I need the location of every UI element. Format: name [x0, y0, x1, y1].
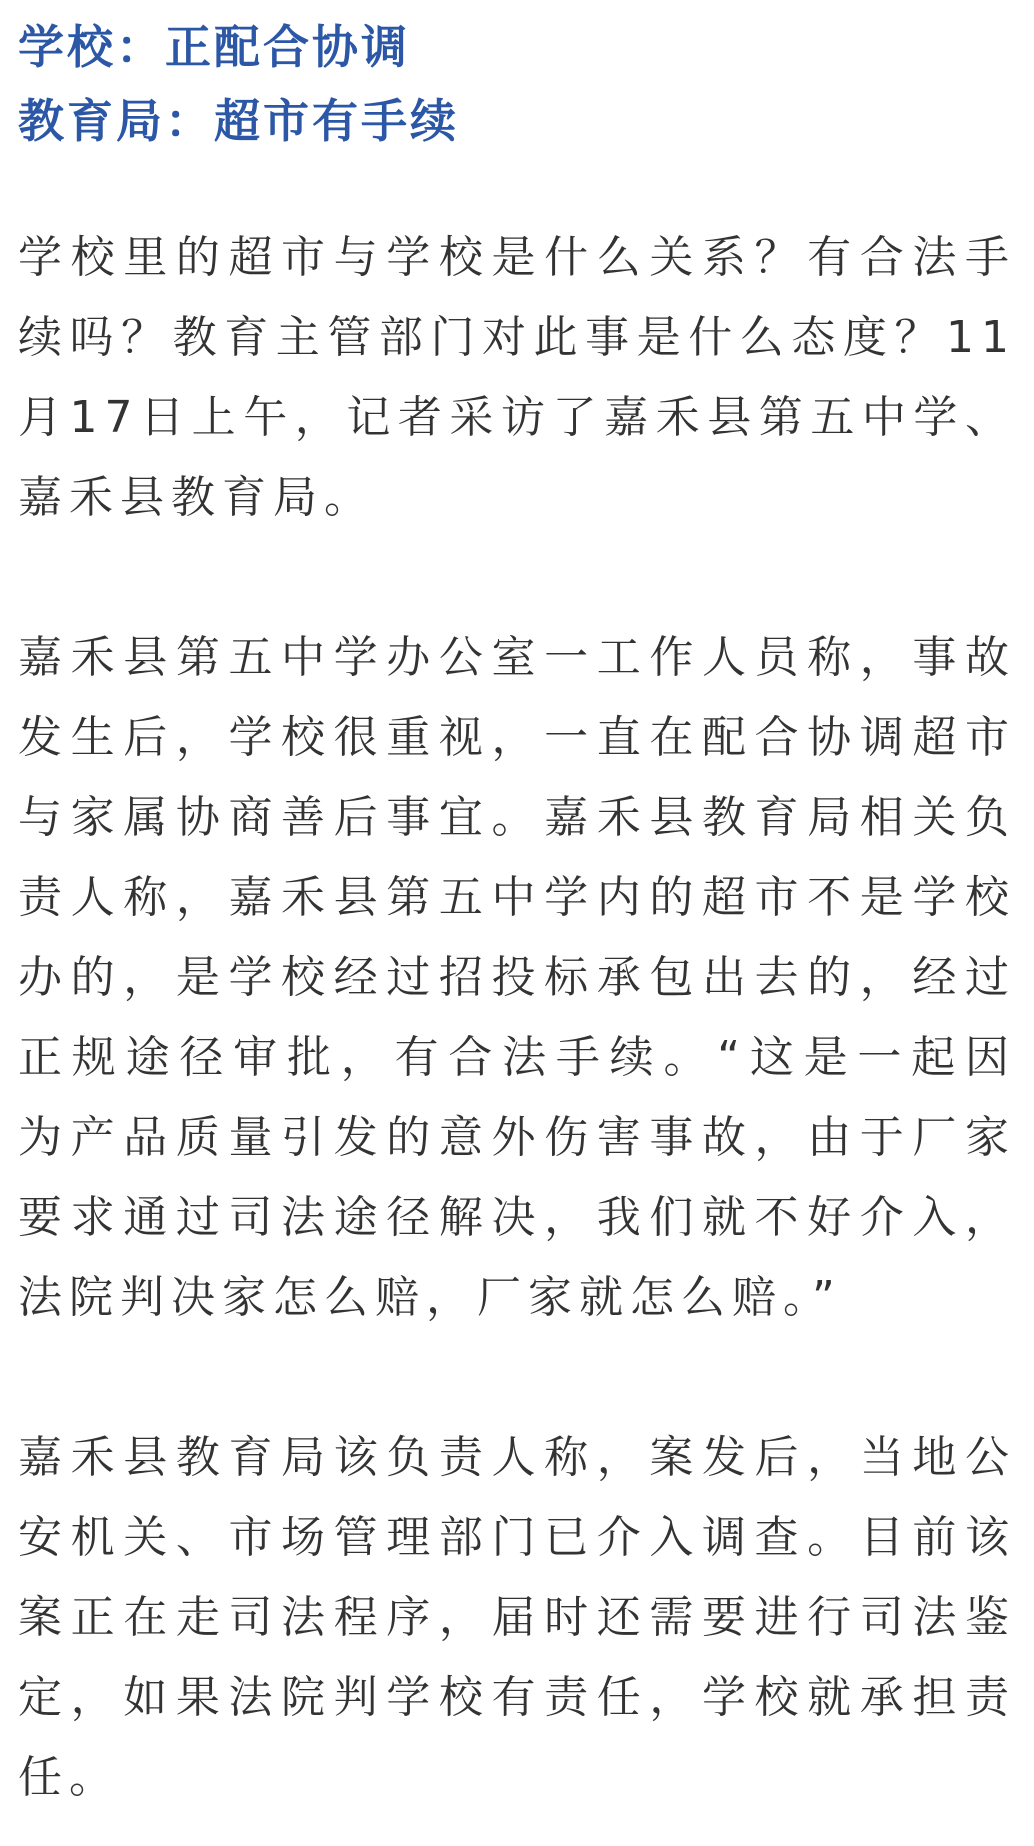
section-headings [18, 10, 1016, 158]
paragraph-school-response: 嘉禾县第五中学办公室一工作人员称，事故发生后，学校很重视，一直在配合协调超市与家属协商善后事宜。嘉禾县教育局相关负责人称，嘉禾县第五中学内的超市不是学校办的，是学校经过招投标承包出去的，经过正规途径审批，有合法手续。“这是一起因为产品质量引发的意外伤害事故，由于厂家要求通过司法途径解决，我们就不好介入，法院判决家怎么赔，厂家就怎么赔。” [18, 632, 1016, 1323]
subheading-school: 学校：正配合协调 [18, 20, 410, 74]
paragraph-intro: 学校里的超市与学校是什么关系？有合法手续吗？教育主管部门对此事是什么态度？11月17日上午，记者采访了嘉禾县第五中学、嘉禾县教育局。 [18, 232, 1016, 523]
paragraph-bureau-statement: 嘉禾县教育局该负责人称，案发后，当地公安机关、市场管理部门已介入调查。目前该案正在走司法程序，届时还需要进行司法鉴定，如果法院判学校有责任，学校就承担责任。 [18, 1432, 1016, 1803]
subheading-education-bureau: 教育局：超市有手续 [18, 94, 459, 148]
article-body [18, 0, 1016, 1818]
